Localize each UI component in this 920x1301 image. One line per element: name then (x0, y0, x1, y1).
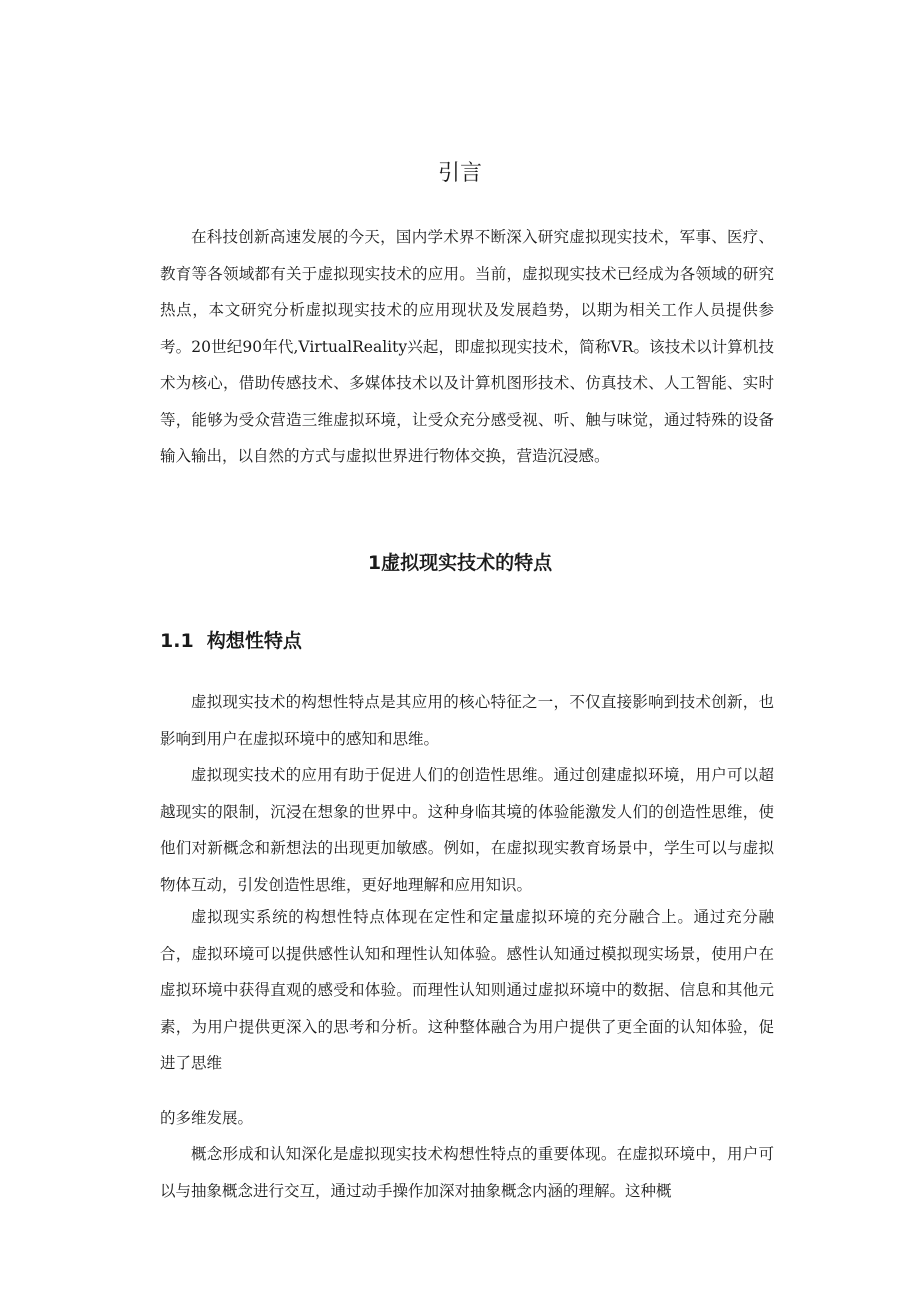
section-1-heading: 1虚拟现实技术的特点 (367, 552, 553, 574)
body-paragraph-3: 虚拟现实系统的构想性特点体现在定性和定量虚拟环境的充分融合上。通过充分融合，虚拟环境可以提供感性认知和理性认知体验。感性认知通过模拟现实场景，使用户在虚拟环境中获得直观的感受和体验。而理性认知则通过虚拟环境中的数据、信息和其他元素，为用户提供更深入的思考和分析。这种整体融合为用户提供了更全面的认知体验，促进了思维 (160, 908, 774, 1072)
body-paragraph-4: 概念形成和认知深化是虚拟现实技术构想性特点的重要体现。在虚拟环境中，用户可以与抽象概念进行交互，通过动手操作加深对抽象概念内涵的理解。这种概 (160, 1145, 774, 1200)
intro-paragraph: 在科技创新高速发展的今天，国内学术界不断深入研究虚拟现实技术，军事、医疗、教育等各领域都有关于虚拟现实技术的应用。当前，虚拟现实技术已经成为各领域的研究热点，本文研究分析虚拟现实技术的应用现状及发展趋势，以期为相关工作人员提供参考。20世纪90年代,VirtualReality兴起，即虚拟现实技术，简称VR。该技术以计算机技术为核心，借助传感技术、多媒体技术以及计算机图形技术、仿真技术、人工智能、实时等，能够为受众营造三维虚拟环境，让受众充分感受视、听、触与味觉，通过特殊的设备输入输出，以自然的方式与虚拟世界进行物体交换，营造沉浸感。 (160, 228, 774, 465)
body-paragraph-1: 虚拟现实技术的构想性特点是其应用的核心特征之一，不仅直接影响到技术创新，也影响到用户在虚拟环境中的感知和思维。 (160, 693, 774, 748)
body-paragraph-3-continued: 的多维发展。 (160, 1109, 254, 1127)
body-paragraph-2: 虚拟现实技术的应用有助于促进人们的创造性思维。通过创建虚拟环境，用户可以超越现实的限制，沉浸在想象的世界中。这种身临其境的体验能激发人们的创造性思维，使他们对新概念和新想法的出现更加敏感。例如，在虚拟现实教育场景中，学生可以与虚拟物体互动，引发创造性思维，更好地理解和应用知识。 (160, 766, 774, 894)
page-title: 引言 (437, 161, 482, 186)
section-1-1-heading: 1.1 构想性特点 (160, 630, 302, 652)
